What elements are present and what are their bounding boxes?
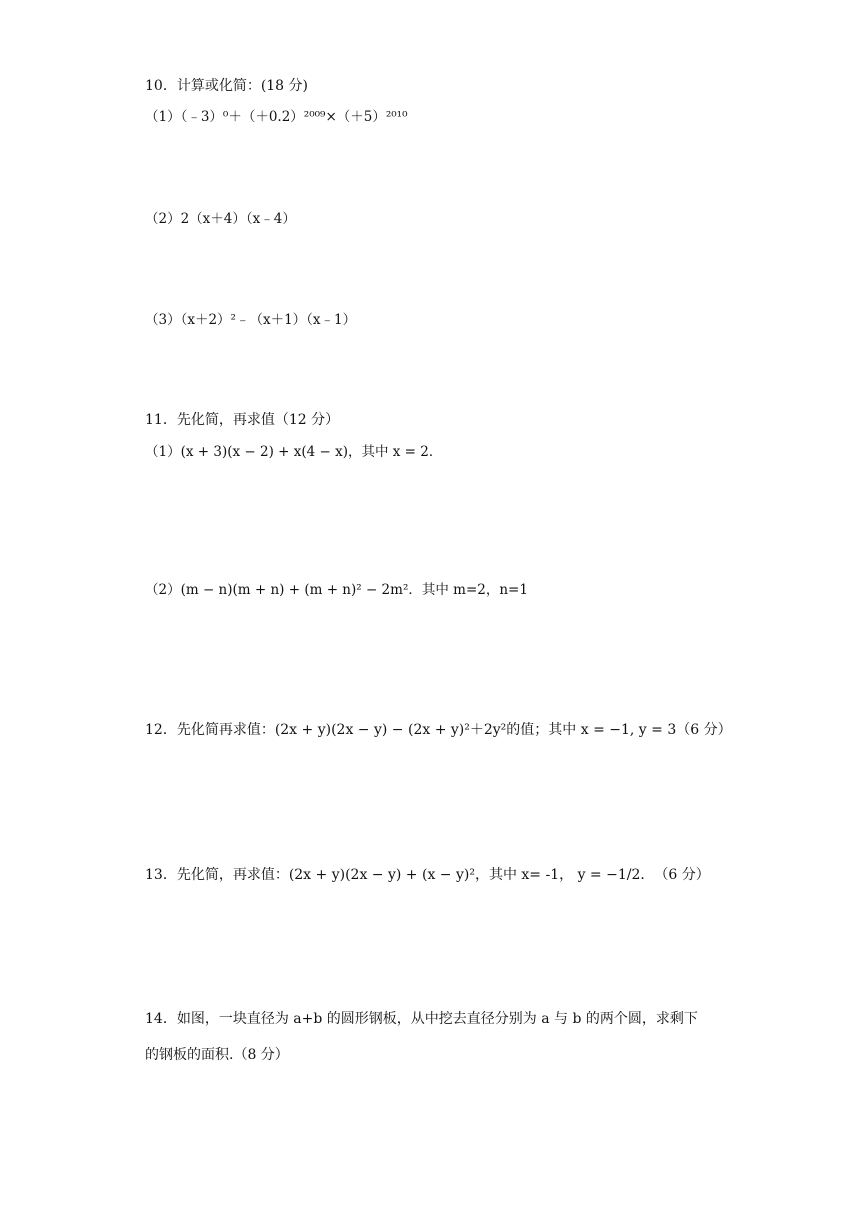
q14-line2: 的钢板的面积.（8 分）	[145, 1047, 289, 1063]
q10-part3: （3）（x＋2）²﹣（x＋1）（x﹣1）	[145, 312, 357, 328]
q11-part2: （2）(m − n)(m + n) + (m + n)² − 2m²．其中 m=2，n=1	[145, 582, 528, 598]
q10-part1: （1）（﹣3）⁰＋（＋0.2）²⁰⁰⁹×（＋5）²⁰¹⁰	[145, 109, 408, 125]
q11-part1: （1）(x + 3)(x − 2) + x(4 − x)，其中 x = 2．	[145, 444, 443, 460]
q13-text: 13．先化简，再求值：(2x + y)(2x − y) + (x − y)²，其中 x= -1， y = −1/2． （6 分）	[145, 867, 710, 883]
q10-title: 10．计算或化简：(18 分)	[145, 78, 309, 94]
q14-line1: 14．如图，一块直径为 a+b 的圆形钢板，从中挖去直径分别为 a 与 b 的两个圆，求剩下	[145, 1011, 698, 1027]
q10-part2: （2）2（x＋4）（x﹣4）	[145, 211, 296, 227]
q12-text: 12．先化简再求值：(2x + y)(2x − y) − (2x + y)²＋2y²的值；其中 x = −1, y = 3（6 分）	[145, 722, 732, 738]
q11-title: 11．先化简，再求值（12 分）	[145, 412, 340, 428]
